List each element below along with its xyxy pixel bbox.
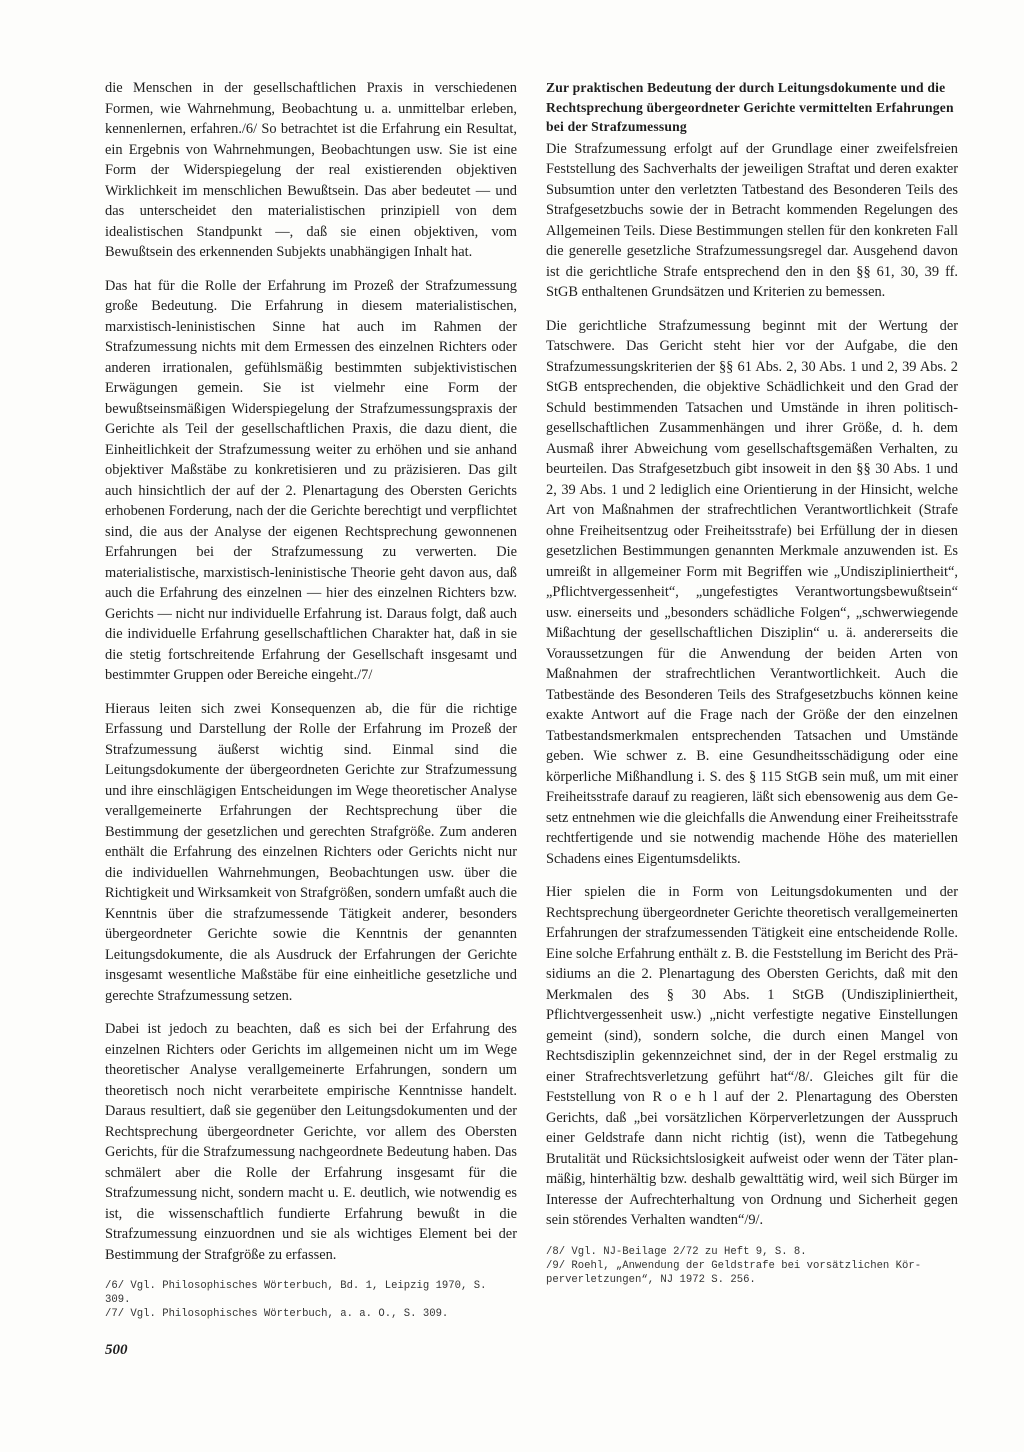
right-column	[546, 78, 958, 1287]
section-heading: Zur praktischen Bedeutung der durch Leitungsdokumente und die Rechtsprechung übergeordneter Gerichte vermittelten Erfahrungen bei der Strafzumessung	[546, 80, 954, 134]
body-paragraph: Die Strafzumessung erfolgt auf der Grundlage einer zweifelsfreien Feststellung des Sachverhalts der jeweiligen Straftat und deren exakter Subsumtion unter den verletzten Tatbestand des Besonderen Teils des Strafgesetzbuchs sowie der in Betracht kommenden Regelungen des Allgemeinen Teils. Diese Bestimmungen stellen für den konkreten Fall die generelle gesetzliche Strafzumessungsregel dar. Ausgehend davon ist die gerichtliche Strafe entsprechend den in den §§ 61, 30, 39 ff. StGB enthaltenen Grundsätzen und Kriterien zu bemessen.	[546, 140, 958, 300]
page-number: 500	[105, 1342, 128, 1358]
footnote: /8/ Vgl. NJ-Beilage 2/72 zu Heft 9, S. 8.	[546, 1245, 807, 1258]
body-paragraph: Das hat für die Rolle der Erfahrung im Prozeß der Strafzumessung große Bedeutung. Die Erfahrung in diesem materialistischen, marxistisch-leninistischen Sinne hat auch im Rahmen der Strafzumessung nichts mit dem Ermessen des einzelnen Richters oder anderen irrationalen, gefühlsmäßig bestimmten subjektivistischen Erwägungen gemein. Sie ist vielmehr eine Form der bewußtseinsmäßigen Widerspiegelung der Strafzumessungspraxis der Gerichte als Teil der gesellschaftlichen Praxis, die dazu dient, die Einheitlichkeit der Strafzumessung weiter zu erhöhen und sie anhand objektiver Maßstäbe zu konkretisieren und zu präzisieren. Das gilt auch hinsichtlich der auf der 2. Plenartagung des Obersten Gerichts erhobenen Forderung, nach der die Gerichte berechtigt und verpflichtet sind, die aus der Analyse der eigenen Rechtsprechung gewonnenen Erfahrungen bei der Strafzumessung zu verwerten. Die materialistische, marxistisch-leninistische Theorie geht davon aus, daß auch die Erfahrung des einzelnen — hier des einzelnen Richters bzw. Gerichts — nicht nur individuelle Erfahrung ist. Daraus folgt, daß auch die individuelle Erfahrung gesellschaftlichen Charakter hat, daß in sie die stetig fortschreitende Erfahrung der Gesellschaft insgesamt und bestimmter Gruppen oder Bereiche eingeht./7/	[105, 277, 517, 683]
body-paragraph: Hieraus leiten sich zwei Konsequenzen ab, die für die richtige Erfassung und Darstellung der Rolle der Erfahrung im Prozeß der Strafzumessung äußerst wichtig sind. Einmal sind die Leitungsdokumente der übergeordneten Gerichte zur Strafzumessung und ihre einschlägigen Entscheidungen im Wege theoretischer Analyse verallgemeinerte Erfahrungen der Rechtsprechung über die Bestimmung der gesetzlichen und gerechten Strafgröße. Zum anderen enthält die Erfahrung des einzelnen Richters oder Gerichts nicht nur die individuellen Wahrnehmungen, Beobachtungen usw. über die Richtigkeit und Wirksamkeit von Strafgrößen, sondern umfaßt auch die Kenntnis über die strafzumessende Tätigkeit anderer, besonders übergeordneter Gerichte sowie die Kenntnis der genannten Leitungsdokumente, die als Ausdruck der Erfahrungen der Gerichte insgesamt wesentliche Maßstäbe für eine einheitliche gesetzliche und gerechte Strafzumessung setzen.	[105, 700, 517, 1004]
body-paragraph: Dabei ist jedoch zu beachten, daß es sich bei der Erfahrung des einzelnen Richters oder Gerichts im allgemeinen nicht um im Wege theoretischer Analyse verallgemeinerte Erfahrungen, sondern um theoretisch noch nicht verarbeitete empirische Kenntnisse handelt. Daraus resultiert, daß sie gegenüber den Leitungsdokumenten und der Rechtsprechung übergeordneter Gerichte, vor allem des Obersten Gerichts, für die Strafzumessung nachgeordnete Bedeutung haben. Das schmälert aber die Rolle der Erfahrung insgesamt für die Strafzumessung nicht, sondern macht u. E. deutlich, wie notwendig es ist, die wissenschaftlich fundierte Erfahrung bewußt in die Strafzumessung einzuordnen und sie als wichtiges Element bei der Bestimmung der Strafgröße zu erfassen.	[105, 1021, 517, 1263]
footnote: /6/ Vgl. Philosophisches Wörterbuch, Bd. 1, Leipzig 1970, S. 309.	[105, 1280, 487, 1306]
footnote: /9/ Roehl, „Anwendung der Geldstrafe bei vorsätzlichen Körperverletzungen“, NJ 1972 S. 256.	[546, 1259, 922, 1286]
footnotes-right	[546, 1245, 958, 1287]
body-paragraph: Die gerichtliche Strafzumessung beginnt mit der Wertung der Tatschwere. Das Gericht steht hier vor der Aufgabe, die den Strafzumessungskriterien der §§ 61 Abs. 2, 30 Abs. 1 und 2, 39 Abs. 2 StGB entsprechenden, die objektive Schädlichkeit und den Grad der Schuld bestimmenden Tatsachen und Umstände in ihren politisch-gesellschaftlichen Zusammenhängen und ihrer Größe, d. h. dem Ausmaß ihrer Abweichung vom gesellschaftsgemäßen Verhalten, zu beurteilen. Das Strafgesetzbuch gibt insoweit in den §§ 30 Abs. 1 und 2, 39 Abs. 1 und 2 lediglich eine Orientierung in der Hinsicht, welche Art von Maßnahmen der strafrechtlichen Verantwortlichkeit (Strafe ohne Freiheitsentzug oder Freiheitsstrafe) bei Erfüllung der in diesen gesetzlichen Bestimmungen genannten Merkmale anzuwenden ist. Es umreißt in allgemeiner Form mit Begriffen wie „Undiszipliniertheit“, „Pflichtvergessenheit“, „ungefestigtes Verantwortungsbewußtsein“ usw. einerseits und „besonders schädliche Folgen“, „schwerwiegende Mißachtung der gesellschaftlichen Disziplin“ u. ä. andererseits die Voraussetzungen für die Anwendung der beiden Arten von Maßnahmen der strafrechtlichen Verantwortlichkeit. Auch die Tatbestände des Besonderen Teils des Strafgesetzbuchs können keine exakte Antwort auf die Frage nach der Größe der den einzelnen Tatbestandsmerkmalen entsprechenden Tatsachen und Umstände geben. Wie schwer z. B. eine Gesundheitsschädigung oder eine körperliche Mißhandlung i. S. des § 115 StGB sein muß, um mit einer Freiheitsstrafe darauf zu reagieren, läßt sich ebensowenig aus dem Gesetz entnehmen wie die gleichfalls die Anwendung einer Freiheitsstrafe rechtfertigende und sie notwendig machende Höhe des materiellen Schadens eines Eigentumsdelikts.	[546, 317, 958, 867]
left-column	[105, 78, 517, 1321]
footnotes-left	[105, 1279, 517, 1321]
body-paragraph: Hier spielen die in Form von Leitungsdokumenten und der Rechtsprechung übergeordneter Gerichte theoretisch verallgemeinerten Erfahrungen der strafzumessenden Tätigkeit eine entscheidende Rolle. Eine solche Erfahrung enthält z. B. die Feststellung im Bericht des Präsidiums an die 2. Plenartagung des Obersten Gerichts, daß mit den Merkmalen des § 30 Abs. 1 StGB (Undiszipliniertheit, Pflichtvergessenheit usw.) „nicht verfestigte negative Einstellungen gemeint (sind), sondern solche, die durch einen Mangel von Rechtsdisziplin gekennzeichnet sind, der in der Regel erstmalig zu einer Strafrechtsverletzung geführt hat“/8/. Gleiches gilt für die Feststellung von R o e h l auf der 2. Plenartagung des Obersten Gerichts, daß „bei vorsätzlichen Körperverletzungen der Ausspruch einer Geldstrafe dann nicht richtig (ist), wenn die Tatbegehung Brutalität und Rücksichtslosigkeit aufweist oder wenn der Täter planmäßig, hinterhältig bzw. deshalb gewalttätig wird, weil sich Bürger im Interesse der Aufrechterhaltung von Ordnung und Sicherheit gegen sein störendes Verhalten wandten“/9/.	[546, 884, 958, 1228]
footnote: /7/ Vgl. Philosophisches Wörterbuch, a. a. O., S. 309.	[105, 1308, 449, 1320]
body-paragraph: die Menschen in der gesellschaftlichen Praxis in verschiedenen Formen, wie Wahrnehmung, Beobachtung u. a. unmittelbar erleben, kennenlernen, erfahren./6/ So betrachtet ist die Erfahrung ein Resultat, ein Ergebnis von Wahrnehmungen, Beobachtungen usw. Sie ist eine Form der Widerspiegelung der real existierenden objektiven Wirklichkeit im menschlichen Bewußtsein. Das aber bedeutet — und das unterscheidet den materialistischen prinzipiell von dem idealistischen Standpunkt —, daß sie einen objektiven, vom Bewußtsein des erkennenden Subjekts unabhängigen Inhalt hat.	[105, 80, 517, 260]
